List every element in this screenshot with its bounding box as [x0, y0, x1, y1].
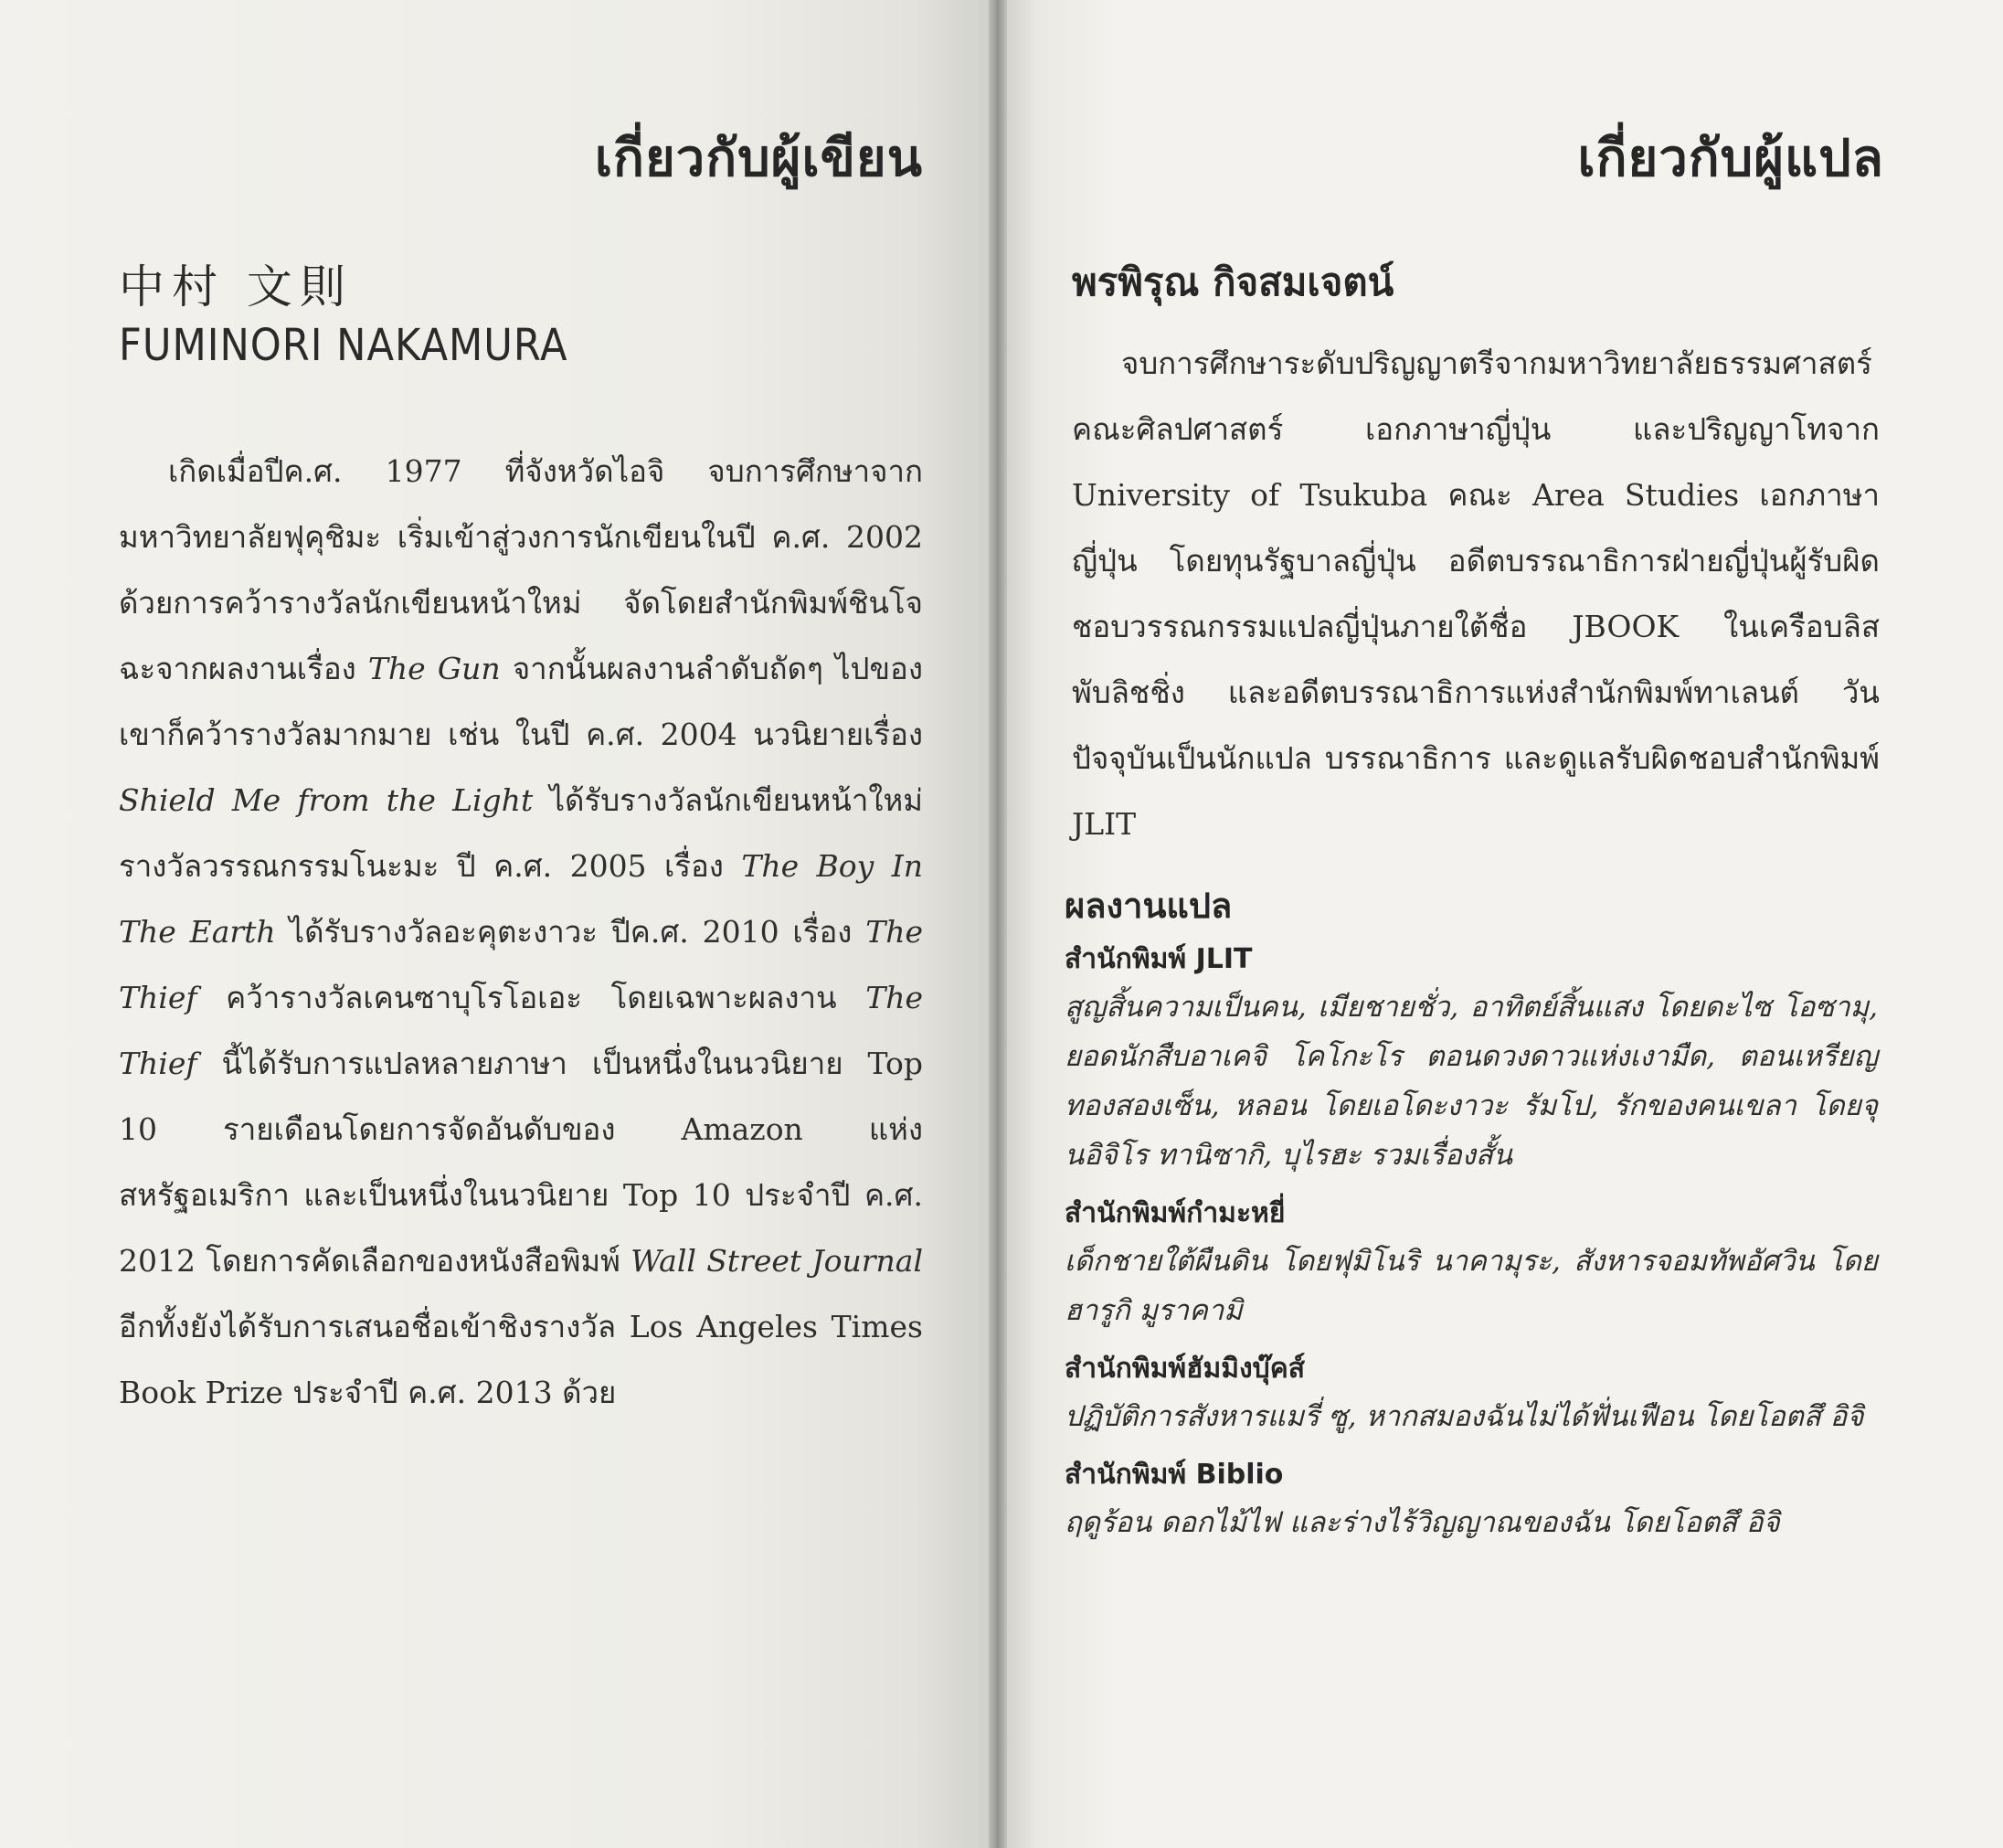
author-name-block	[119, 258, 567, 375]
bio-text: เกิดเมื่อปีค.ศ. 1977 ที่จังหวัดไอจิ จบการศึกษาจากมหาวิทยาลัยฟุคุชิมะ เริ่มเข้าสู่วงการนักเขียนในปี ค.ศ. 2002 ด้วยการคว้ารางวัลนักเขียนหน้าใหม่ จัดโดยสำนักพิมพ์ชินโจฉะจากผลงานเรื่อง	[119, 453, 923, 686]
author-name-romaji: FUMINORI NAKAMURA	[119, 320, 568, 371]
book-title-shield-me: Shield Me from the Light	[119, 782, 534, 818]
book-title-the-thief: The Thief	[119, 914, 923, 1015]
publisher-name: สำนักพิมพ์ฮัมมิงบุ๊คส์	[1065, 1353, 1306, 1385]
translated-works-list	[1065, 937, 1878, 1547]
work-titles: สูญสิ้นความเป็นคน, เมียชายชั่ว, อาทิตย์สิ้นแสง โดยดะไซ โอซามุ, ยอดนักสืบอาเคจิ โคโกะโร ตอนดวงดาวแห่งเงามืด, ตอนเหรียญทองสองเซ็น, หลอน โดยเอโดะงาวะ รัมโป, รักของคนเขลา โดยจุนอิจิโร ทานิซากิ, บุไรฮะ รวมเรื่องสั้น	[1065, 991, 1878, 1172]
author-section-heading: เกี่ยวกับผู้เขียน	[594, 129, 923, 188]
works-group	[1065, 1346, 1878, 1441]
author-name-japanese: 中村 文則	[119, 260, 353, 313]
work-titles: เด็กชายใต้ผืนดิน โดยฟุมิโนริ นาคามุระ, สังหารจอมทัพอัศวิน โดยฮารูกิ มูราคามิ	[1065, 1245, 1878, 1327]
works-group	[1065, 1191, 1878, 1335]
publisher-name: สำนักพิมพ์ JLIT	[1065, 943, 1253, 975]
translator-biography: จบการศึกษาระดับปริญญาตรีจากมหาวิทยาลัยธรรมศาสตร์ คณะศิลปศาสตร์ เอกภาษาญี่ปุ่น และปริญญาโทจาก University of Tsukuba คณะ Area Studies เอกภาษาญี่ปุ่น โดยทุนรัฐบาลญี่ปุ่น อดีตบรรณาธิการฝ่ายญี่ปุ่นผู้รับผิดชอบวรรณกรรมแปลญี่ปุ่นภายใต้ชื่อ JBOOK ในเครือบลิส พับลิชชิ่ง และอดีตบรรณาธิการแห่งสำนักพิมพ์ทาเลนต์ วัน ปัจจุบันเป็นนักแปล บรรณาธิการ และดูแลรับผิดชอบสำนักพิมพ์ JLIT	[1072, 345, 1880, 842]
work-titles: ปฏิบัติการสังหารแมรี่ ซู, หากสมองฉันไม่ได้ฟั่นเฟือน โดยโอตสึ อิจิ	[1065, 1400, 1864, 1433]
book-title-boy-in-earth: The Boy In The Earth	[119, 848, 923, 950]
translated-works-heading: ผลงานแปล	[1065, 886, 1233, 926]
bio-text: อีกทั้งยังได้รับการเสนอชื่อเข้าชิงรางวัล Los Angeles Times Book Prize ประจำปี ค.ศ. 2013 ด้วย	[119, 1309, 923, 1410]
book-title-the-gun: The Gun	[367, 651, 501, 686]
works-group	[1065, 1452, 1878, 1547]
translator-name: พรพิรุณ กิจสมเจตน์	[1072, 260, 1394, 304]
book-gutter	[989, 0, 1007, 1848]
work-titles: ฤดูร้อน ดอกไม้ไฟ และร่างไร้วิญญาณของฉัน โดยโอตสึ อิจิ	[1065, 1506, 1780, 1539]
works-group	[1065, 937, 1878, 1180]
bio-text: คว้ารางวัลเคนซาบุโรโอเอะ โดยเฉพาะผลงาน	[196, 980, 866, 1015]
newspaper-title-wsj: Wall Street Journal	[631, 1243, 923, 1279]
bio-text: จากนั้นผลงานลำดับถัดๆ ไปของเขาก็คว้ารางวัลมากมาย เช่น ในปี ค.ศ. 2004 นวนิยายเรื่อง	[119, 651, 923, 752]
bio-text: นี้ได้รับการแปลหลายภาษา เป็นหนึ่งในนวนิยาย Top 10 รายเดือนโดยการจัดอันดับของ Amazon แห่งสหรัฐอเมริกา และเป็นหนึ่งในนวนิยาย Top 10 ประจำปี ค.ศ. 2012 โดยการคัดเลือกของหนังสือพิมพ์	[119, 1046, 923, 1279]
bio-text: ได้รับรางวัลนักเขียนหน้าใหม่รางวัลวรรณกรรมโนะมะ ปี ค.ศ. 2005 เรื่อง	[119, 782, 923, 884]
publisher-name: สำนักพิมพ์ Biblio	[1065, 1459, 1284, 1491]
author-biography	[119, 439, 923, 1426]
publisher-name: สำนักพิมพ์กำมะหยี่	[1065, 1197, 1286, 1229]
bio-text: ได้รับรางวัลอะคุตะงาวะ ปีค.ศ. 2010 เรื่อง	[275, 914, 866, 950]
translator-section-heading: เกี่ยวกับผู้แปล	[1577, 129, 1884, 188]
left-page	[0, 0, 996, 1848]
book-title-the-thief: The Thief	[119, 980, 923, 1081]
